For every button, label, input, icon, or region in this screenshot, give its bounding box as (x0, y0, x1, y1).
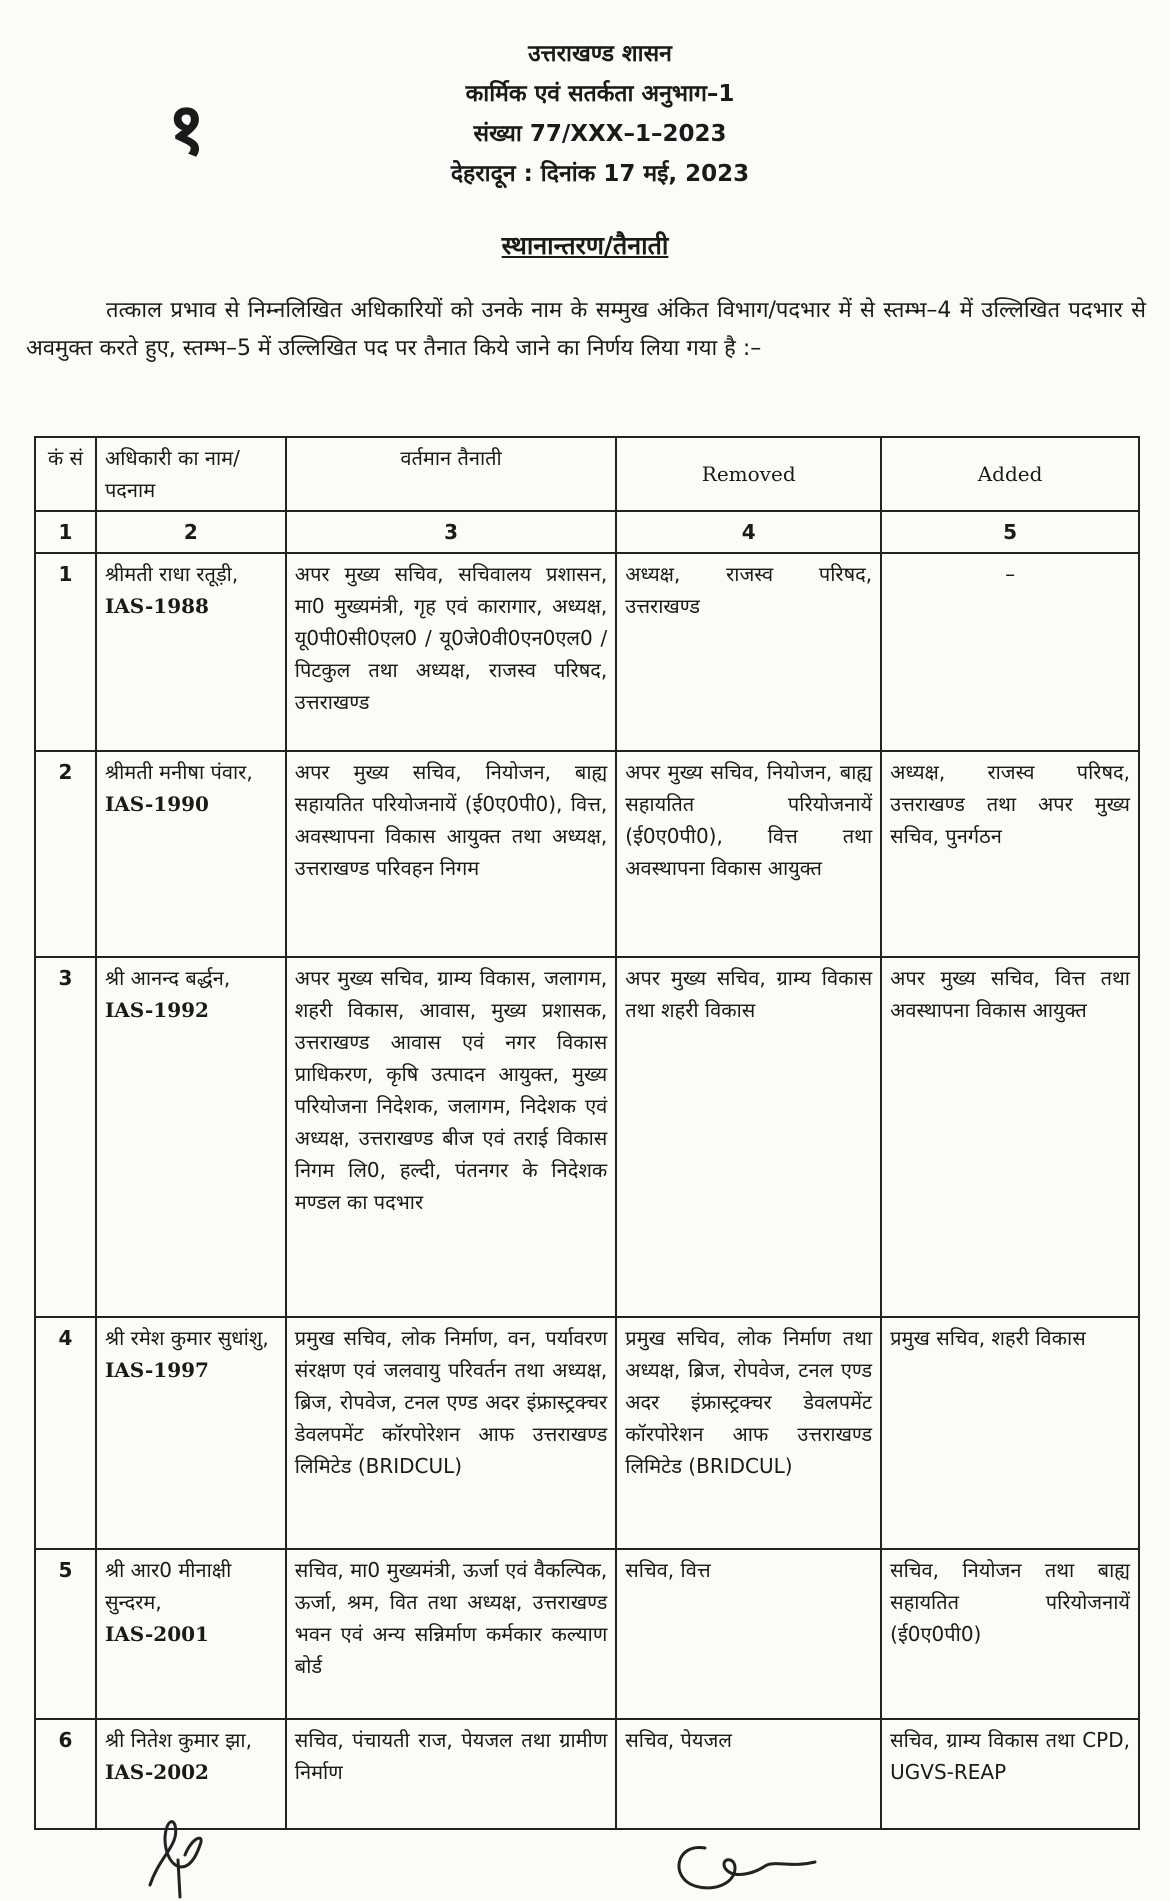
added-posting: सचिव, नियोजन तथा बाह्य सहायतित परियोजनायें (ई0ए0पी0) (881, 1549, 1139, 1719)
column-number: 1 (35, 511, 96, 553)
officer-name: श्री आर0 मीनाक्षी सुन्दरम, (104, 1558, 232, 1614)
current-posting: सचिव, मा0 मुख्यमंत्री, ऊर्जा एवं वैकल्पिक, ऊर्जा, श्रम, वित तथा अध्यक्ष, उत्तराखण्ड भवन एवं अन्य सन्निर्माण कर्मकार कल्याण बोर्ड (286, 1549, 616, 1719)
removed-posting: सचिव, पेयजल (616, 1719, 881, 1829)
officer-batch: IAS-2002 (104, 1760, 209, 1784)
officer-cell (96, 553, 286, 751)
table-row (35, 1719, 1139, 1829)
removed-posting: अध्यक्ष, राजस्व परिषद, उत्तराखण्ड (616, 553, 881, 751)
column-number: 3 (286, 511, 616, 553)
header-current-posting: वर्तमान तैनाती (286, 437, 616, 511)
added-posting: – (881, 553, 1139, 751)
subject-text: स्थानान्तरण/तैनाती (501, 231, 669, 260)
serial-number: 4 (35, 1317, 96, 1549)
column-number: 4 (616, 511, 881, 553)
serial-number: 6 (35, 1719, 96, 1829)
added-posting: सचिव, ग्राम्य विकास तथा CPD, UGVS-REAP (881, 1719, 1139, 1829)
header-officer: अधिकारी का नाम/ पदनाम (96, 437, 286, 511)
header-added: Added (881, 437, 1139, 511)
table-row (35, 553, 1139, 751)
removed-posting: प्रमुख सचिव, लोक निर्माण तथा अध्यक्ष, ब्रिज, रोपवेज, टनल एण्ड अदर इंफ्रास्ट्रक्चर डेवलपमेंट कॉरपोरेशन आफ उत्तराखण्ड लिमिटेड (BRIDCUL) (616, 1317, 881, 1549)
government-name: उत्तराखण्ड शासन (528, 41, 672, 67)
added-posting: प्रमुख सचिव, शहरी विकास (881, 1317, 1139, 1549)
header-removed: Removed (616, 437, 881, 511)
officer-name: श्री नितेश कुमार झा, (104, 1728, 252, 1752)
initials-signature-left (130, 1815, 240, 1899)
table-row (35, 957, 1139, 1317)
added-posting: अध्यक्ष, राजस्व परिषद, उत्तराखण्ड तथा अपर मुख्य सचिव, पुनर्गठन (881, 751, 1139, 957)
removed-posting: अपर मुख्य सचिव, नियोजन, बाह्य सहायतित परियोजनायें (ई0ए0पी0), वित्त तथा अवस्थापना विकास आयुक्त (616, 751, 881, 957)
serial-number: 1 (35, 553, 96, 751)
officer-cell (96, 957, 286, 1317)
officer-batch: IAS-1992 (104, 998, 209, 1022)
order-date: देहरादून : दिनांक 17 मई, 2023 (450, 161, 750, 187)
table-row (35, 1549, 1139, 1719)
current-posting: अपर मुख्य सचिव, नियोजन, बाह्य सहायतित परियोजनायें (ई0ए0पी0), वित्त, अवस्थापना विकास आयुक्त तथा अध्यक्ष, उत्तराखण्ड परिवहन निगम (286, 751, 616, 957)
officer-batch: IAS-1997 (104, 1358, 209, 1382)
current-posting: सचिव, पंचायती राज, पेयजल तथा ग्रामीण निर्माण (286, 1719, 616, 1829)
removed-posting: अपर मुख्य सचिव, ग्राम्य विकास तथा शहरी विकास (616, 957, 881, 1317)
serial-number: 3 (35, 957, 96, 1317)
officer-cell (96, 751, 286, 957)
transfer-table (34, 436, 1140, 1830)
removed-posting: सचिव, वित्त (616, 1549, 881, 1719)
initials-signature-right (665, 1828, 825, 1898)
column-number: 2 (96, 511, 286, 553)
table-row (35, 751, 1139, 957)
current-posting: अपर मुख्य सचिव, ग्राम्य विकास, जलागम, शहरी विकास, आवास, मुख्य प्रशासक, उत्तराखण्ड आवास एवं नगर विकास प्राधिकरण, कृषि उत्पादन आयुक्त, मुख्य परियोजना निदेशक, जलागम, निदेशक एवं अध्यक्ष, उत्तराखण्ड बीज एवं तराई विकास निगम लि0, हल्दी, पंतनगर के निदेशक मण्डल का पदभार (286, 957, 616, 1317)
officer-cell (96, 1719, 286, 1829)
officer-batch: IAS-2001 (104, 1622, 209, 1646)
officer-name: श्री आनन्द बर्द्धन, (104, 966, 231, 990)
current-posting: अपर मुख्य सचिव, सचिवालय प्रशासन, मा0 मुख्यमंत्री, गृह एवं कारागार, अध्यक्ष, यू0पी0सी0एल0 / यू0जे0वी0एन0एल0 / पिटकुल तथा अध्यक्ष, राजस्व परिषद, उत्तराखण्ड (286, 553, 616, 751)
officer-cell (96, 1549, 286, 1719)
column-number-row (35, 511, 1139, 553)
serial-number: 5 (35, 1549, 96, 1719)
header-serial: कं सं (35, 437, 96, 511)
officer-name: श्रीमती राधा रतूड़ी, (104, 562, 239, 586)
serial-number: 2 (35, 751, 96, 957)
subject-heading (0, 228, 1170, 262)
column-number: 5 (881, 511, 1139, 553)
current-posting: प्रमुख सचिव, लोक निर्माण, वन, पर्यावरण संरक्षण एवं जलवायु परिवर्तन तथा अध्यक्ष, ब्रिज, रोपवेज, टनल एण्ड अदर इंफ्रास्ट्रक्चर डेवलपमेंट कॉरपोरेशन आफ उत्तराखण्ड लिमिटेड (BRIDCUL) (286, 1317, 616, 1549)
officer-batch: IAS-1988 (104, 594, 209, 618)
letterhead (380, 34, 820, 194)
officer-batch: IAS-1990 (104, 792, 209, 816)
added-posting: अपर मुख्य सचिव, वित्त तथा अवस्थापना विकास आयुक्त (881, 957, 1139, 1317)
officer-name: श्री रमेश कुमार सुधांशु, (104, 1326, 269, 1350)
order-number: संख्या 77/XXX–1–2023 (473, 121, 727, 147)
department-name: कार्मिक एवं सतर्कता अनुभाग–1 (465, 81, 735, 107)
intro-paragraph: तत्काल प्रभाव से निम्नलिखित अधिकारियों को उनके नाम के सम्मुख अंकित विभाग/पदभार में से स्तम्भ–4 में उल्लिखित पदभार से अवमुक्त करते हुए, स्तम्भ–5 में उल्लिखित पद पर तैनात किये जाने का निर्णय लिया गया है :– (26, 298, 1146, 361)
officer-cell (96, 1317, 286, 1549)
table-row (35, 1317, 1139, 1549)
table-header-row (35, 437, 1139, 511)
handwritten-page-number: १ (165, 84, 209, 173)
officer-name: श्रीमती मनीषा पंवार, (104, 760, 253, 784)
